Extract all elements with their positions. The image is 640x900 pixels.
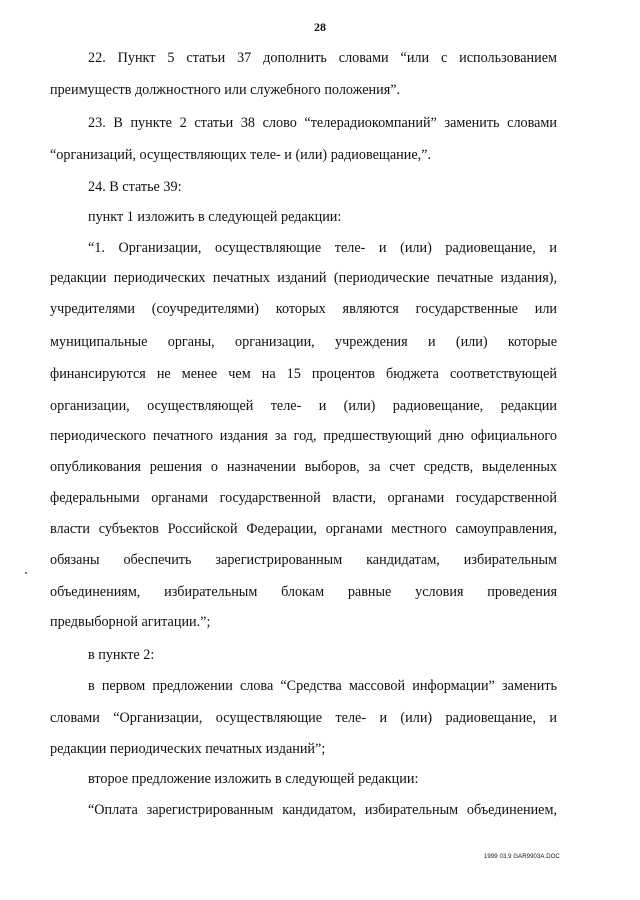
text-line: 22. Пункт 5 статьи 37 дополнить словами “или с использованием xyxy=(88,50,557,66)
text-line: объединениям, избирательным блокам равные условия проведения xyxy=(50,584,557,600)
text-line: в пункте 2: xyxy=(88,647,155,663)
text-line: предвыборной агитации.”; xyxy=(50,614,211,630)
text-line: обязаны обеспечить зарегистрированным кандидатам, избирательным xyxy=(50,552,557,568)
text-line: в первом предложении слова “Средства массовой информации” заменить xyxy=(88,678,557,694)
text-line: редакции периодических печатных изданий (периодические печатные издания), xyxy=(50,270,557,286)
text-line: 24. В статье 39: xyxy=(88,179,182,195)
text-line: второе предложение изложить в следующей редакции: xyxy=(88,771,419,787)
text-line: редакции периодических печатных изданий”; xyxy=(50,741,326,757)
text-line: муниципальные органы, организации, учреждения и (или) которые xyxy=(50,334,557,350)
text-line: “1. Организации, осуществляющие теле- и (или) радиовещание, и xyxy=(88,240,557,256)
text-line: опубликования решения о назначении выборов, за счет средств, выделенных xyxy=(50,459,557,475)
text-line: организации, осуществляющей теле- и (или) радиовещание, редакции xyxy=(50,398,557,414)
text-line: учредителями (соучредителями) которых являются государственные или xyxy=(50,301,557,317)
text-line: финансируются не менее чем на 15 процентов бюджета соответствующей xyxy=(50,366,557,382)
page-number: 28 xyxy=(314,20,326,34)
text-line: 23. В пункте 2 статьи 38 слово “телерадиокомпаний” заменить словами xyxy=(88,115,557,131)
text-line: “Оплата зарегистрированным кандидатом, избирательным объединением, xyxy=(88,802,557,818)
footer-filename: 1999 03.9 GAR9903A.DOC xyxy=(484,854,560,860)
text-line: периодического печатного издания за год, предшествующий дню официального xyxy=(50,428,557,444)
text-line: преимуществ должностного или служебного положения”. xyxy=(50,82,401,98)
text-line: пункт 1 изложить в следующей редакции: xyxy=(88,209,342,225)
text-line: власти субъектов Российской Федерации, органами местного самоуправления, xyxy=(50,521,557,537)
text-line: словами “Организации, осуществляющие теле- и (или) радиовещание, и xyxy=(50,710,557,726)
text-line: “организаций, осуществляющих теле- и (или) радиовещание,”. xyxy=(50,147,432,163)
text-line: федеральными органами государственной власти, органами государственной xyxy=(50,490,557,506)
scan-speck xyxy=(25,572,27,574)
